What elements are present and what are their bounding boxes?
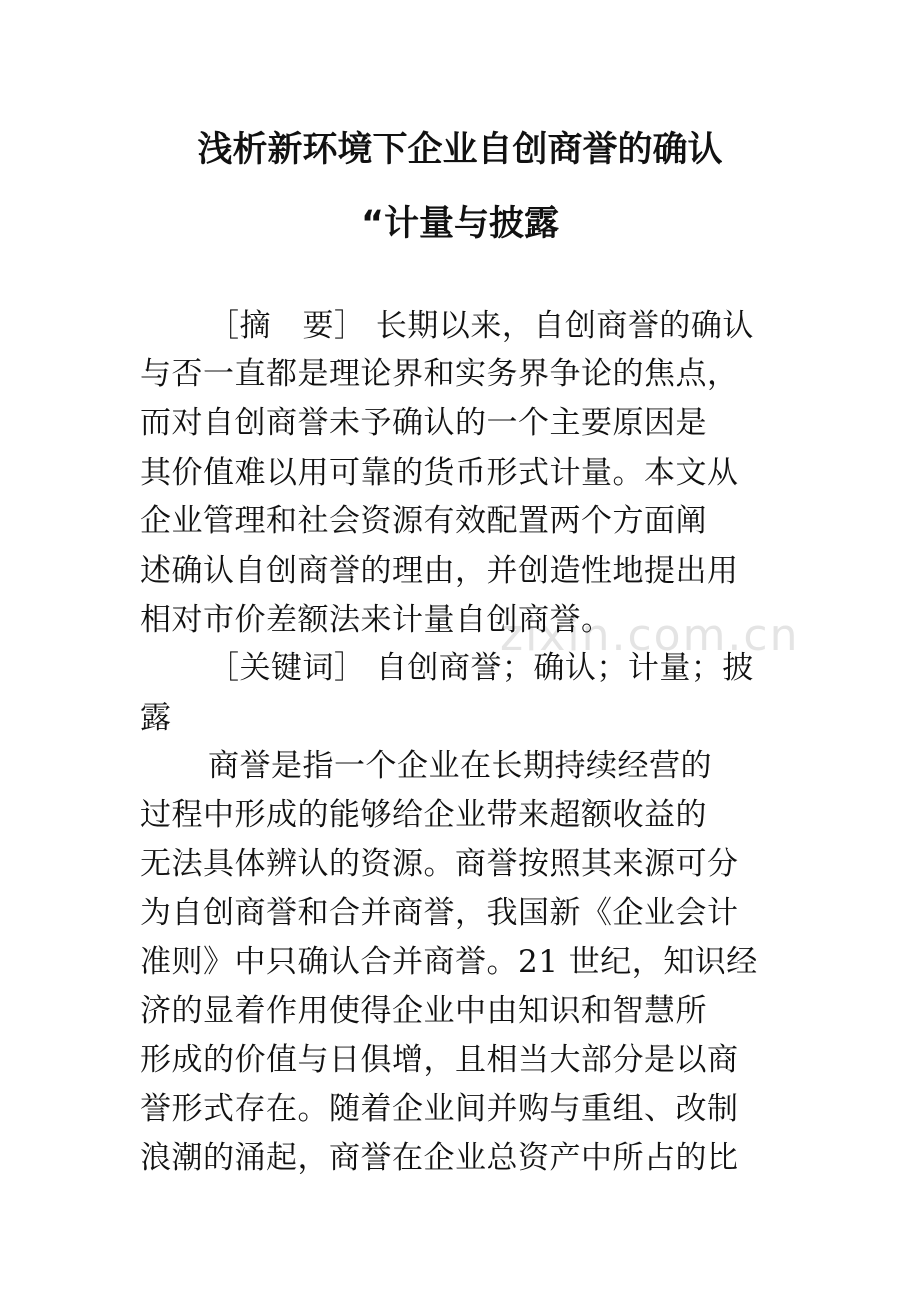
abstract-line: 与否一直都是理论界和实务界争论的焦点， [140,356,739,392]
body-line: 过程中形成的能够给企业带来超额收益的 [140,797,707,833]
body-line: 无法具体辨认的资源。商誉按照其来源可分 [140,846,739,882]
abstract-line: 而对自创商誉未予确认的一个主要原因是 [140,405,707,441]
keywords-line: 露 [140,700,172,736]
watermark: zixin.com.cn [500,610,800,661]
abstract-line: 其价值难以用可靠的货币形式计量。本文从 [140,455,739,491]
body-line: 为自创商誉和合并商誉，我国新《企业会计 [140,895,739,931]
document-title-line-1: 浅析新环境下企业自创商誉的确认 [197,130,723,170]
body-line: 准则》中只确认合并商誉。21 世纪，知识经 [140,944,758,980]
body-line: 商誉是指一个企业在长期持续经营的 [208,748,712,784]
abstract-line: 企业管理和社会资源有效配置两个方面阐 [140,503,707,539]
body-line: 济的显着作用使得企业中由知识和智慧所 [140,993,707,1029]
body-line: 誉形式存在。随着企业间并购与重组、改制 [140,1091,739,1127]
abstract-line: 述确认自创商誉的理由，并创造性地提出用 [140,553,739,589]
body-line: 形成的价值与日俱增，且相当大部分是以商 [140,1042,739,1078]
body-line: 浪潮的涌起，商誉在企业总资产中所占的比 [140,1140,739,1176]
abstract-line: 相对市价差额法来计量自创商誉。 [140,602,613,638]
abstract-line: ［摘 要］ 长期以来，自创商誉的确认 [208,308,754,344]
document-title-line-2: “计量与披露 [360,204,559,244]
keywords-line: ［关键词］ 自创商誉；确认；计量；披 [208,650,754,686]
